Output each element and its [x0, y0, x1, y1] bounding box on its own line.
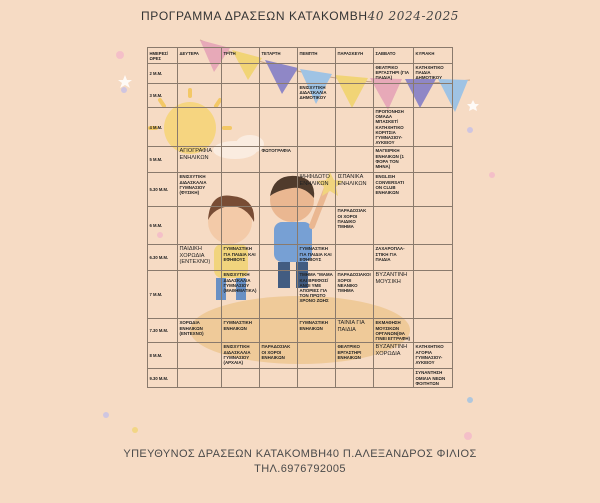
table-row — [148, 271, 453, 319]
activity-cell: ΠΑΙΔΙΚΗ ΧΟΡΩΔΙΑ (ΕΝΤΕΧΝΟ) — [178, 245, 222, 271]
activity-cell — [298, 64, 336, 84]
table-header-cell: ΗΜΕΡΕΣ/ ΩΡΕΣ — [148, 48, 178, 64]
activity-cell: ΠΡΟΠΟΝΗΣΗ ΟΜΑΔΑ ΜΠΑΣΚΕΤ/ ΚΑΤΗΧΗΤΙΚΟ ΚΟΡΙΤΣΙΑ ΓΥΜΝΑΣΙΟΥ-ΛΥΚΕΙΟΥ — [374, 108, 414, 147]
activity-cell — [298, 108, 336, 147]
activity-cell — [178, 369, 222, 388]
time-cell: 5 Μ.Μ. — [148, 147, 178, 173]
time-cell: 7.30 Μ.Μ. — [148, 319, 178, 343]
table-row — [148, 108, 453, 147]
table-row — [148, 84, 453, 108]
table-header-cell: ΠΕΜΠΤΗ — [298, 48, 336, 64]
activity-cell: ΚΑΤΗΧΗΤΙΚΟ ΑΓΟΡΙΑ ΓΥΜΝΑΣΙΟΥ-ΛΥΚΕΙΟΥ — [414, 343, 453, 369]
activity-cell — [414, 207, 453, 245]
table-header-cell: ΤΕΤΑΡΤΗ — [260, 48, 298, 64]
activity-cell: ΣΥΝΑΝΤΗΣΗ ΟΜΙΛΙΑ ΝΕΩΝ ΦΟΙΤΗΤΩΝ — [414, 369, 453, 388]
activity-cell — [298, 343, 336, 369]
activity-cell — [414, 84, 453, 108]
activity-cell: ΕΚΜΑΘΗΣΗ ΜΟΥΣΙΚΩΝ ΟΡΓΑΝΩΝ(ΘΑ ΓΙΝΕΙ ΕΓΓΡΑΦΗ) — [374, 319, 414, 343]
activity-cell: ΤΜΗΜΑ "ΜΑΜΑ ΚΑΙ ΒΡΕΦΟΣ/ΑΝΟΙ ΥΜΕ ΑΠΟΡΙΕΣ ΓΙΑ ΤΟΝ ΠΡΩΤΟ ΧΡΟΝΟ ΖΩΗΣ — [298, 271, 336, 319]
activity-cell — [178, 108, 222, 147]
table-row — [148, 343, 453, 369]
time-cell: 3 Μ.Μ. — [148, 84, 178, 108]
activity-cell — [178, 207, 222, 245]
activity-cell: ΓΥΜΝΑΣΤΙΚΗ ΓΙΑ ΠΑΙΔΙΑ ΚΑΙ ΕΦΗΒΟΥΣ — [298, 245, 336, 271]
activity-cell — [414, 245, 453, 271]
activity-cell — [298, 147, 336, 173]
activity-cell: ΘΕΑΤΡΙΚΟ ΕΡΓΑΣΤΗΡΙ (ΓΙΑ ΠΑΙΔΙΑ) — [374, 64, 414, 84]
table-row — [148, 207, 453, 245]
activity-cell — [336, 84, 374, 108]
table-row — [148, 147, 453, 173]
table-header-cell: ΣΑΒΒΑΤΟ — [374, 48, 414, 64]
activity-cell: ΒΥΖΑΝΤΙΝΗ ΧΟΡΩΔΙΑ — [374, 343, 414, 369]
activity-cell — [222, 207, 260, 245]
activity-cell: ΕΝΙΣΧΥΤΙΚΗ ΔΙΔΑΣΚΑΛΙΑ ΓΥΜΝΑΣΙΟΥ (ΦΥΣΙΚΗ) — [178, 173, 222, 207]
table-header-row — [148, 48, 453, 64]
title-text: ΠΡΟΓΡΑΜΜΑ ΔΡΑΣΕΩΝ ΚΑΤΑΚΟΜΒΗ — [140, 9, 368, 23]
activity-cell: ΠΑΡΑΔΟΣΙΑΚ ΟΙ ΧΟΡΟΙ ΕΝΗΛΙΚΩΝ — [260, 343, 298, 369]
activity-cell — [178, 271, 222, 319]
time-cell: 9.30 Μ.Μ. — [148, 369, 178, 388]
time-cell: 6 Μ.Μ. — [148, 207, 178, 245]
activity-cell: ΕΝΙΣΧΥΤΙΚΗ ΔΙΔΑΣΚΑΛΙΑ ΓΥΜΝΑΣΙΟΥ (ΑΡΧΑΙΑ) — [222, 343, 260, 369]
activity-cell: ΜΑΓΕΙΡΙΚΗ ΕΝΗΛΙΚΩΝ (1 ΦΟΡΑ ΤΟΝ ΜΗΝΑ) — [374, 147, 414, 173]
time-cell: 6.30 Μ.Μ. — [148, 245, 178, 271]
activity-cell — [222, 173, 260, 207]
footer-phone: ΤΗΛ.6976792005 — [254, 463, 346, 475]
activity-cell — [222, 147, 260, 173]
activity-cell — [222, 64, 260, 84]
table-header-cell: ΔΕΥΤΕΡΑ — [178, 48, 222, 64]
activity-cell — [336, 64, 374, 84]
activity-cell — [260, 271, 298, 319]
table-row — [148, 319, 453, 343]
activity-cell — [260, 84, 298, 108]
activity-cell — [178, 84, 222, 108]
activity-cell — [374, 369, 414, 388]
schedule-table — [147, 47, 453, 388]
activity-cell — [414, 319, 453, 343]
activity-cell — [336, 147, 374, 173]
activity-cell — [260, 173, 298, 207]
activity-cell — [260, 64, 298, 84]
activity-cell: ΖΑΧΑΡΟΠΛΑ-ΣΤΙΚΗ ΓΙΑ ΠΑΙΔΙΑ — [374, 245, 414, 271]
activity-cell — [374, 84, 414, 108]
activity-cell — [178, 343, 222, 369]
activity-cell — [260, 207, 298, 245]
time-cell: 8 Μ.Μ. — [148, 343, 178, 369]
table-row — [148, 173, 453, 207]
activity-cell: ΠΑΡΑΔΟΣΙΑΚ ΟΙ ΧΟΡΟΙ ΠΑΙΔΙΚΟ ΤΜΗΜΑ — [336, 207, 374, 245]
activity-cell: ΚΑΤΗΧΗΤΙΚΟ ΠΑΙΔΙΑ ΔΗΜΟΤΙΚΟΥ — [414, 64, 453, 84]
table-row — [148, 64, 453, 84]
activity-cell: ΓΥΜΝΑΣΤΙΚΗ ΕΝΗΛΙΚΩΝ — [298, 319, 336, 343]
activity-cell — [260, 369, 298, 388]
activity-cell: ΒΥΖΑΝΤΙΝΗ ΜΟΥΣΙΚΗ — [374, 271, 414, 319]
activity-cell — [298, 207, 336, 245]
page-title — [0, 9, 600, 23]
activity-cell — [222, 369, 260, 388]
activity-cell — [414, 271, 453, 319]
activity-cell: ΦΩΤΟΓΡΑΦΙΑ — [260, 147, 298, 173]
activity-cell: ΨΗΦΙΔΩΤΟ ΕΝΗΛΙΚΩΝ — [298, 173, 336, 207]
activity-cell: ΙΣΠΑΝΙΚΑ ΕΝΗΛΙΚΩΝ — [336, 173, 374, 207]
activity-cell: ΘΕΑΤΡΙΚΟ ΕΡΓΑΣΤΗΡΙ ΕΝΗΛΙΚΩΝ — [336, 343, 374, 369]
activity-cell: ΧΟΡΩΔΙΑ ΕΝΗΛΙΚΩΝ (ΕΝΤΕΧΝΟ) — [178, 319, 222, 343]
activity-cell — [222, 84, 260, 108]
activity-cell — [336, 369, 374, 388]
activity-cell — [260, 319, 298, 343]
activity-cell — [178, 64, 222, 84]
title-year: 40 2024-2025 — [367, 9, 460, 23]
activity-cell: ΤΑΙΝΙΑ ΓΙΑ ΠΑΙΔΙΑ — [336, 319, 374, 343]
activity-cell — [260, 108, 298, 147]
time-cell: 2 Μ.Μ. — [148, 64, 178, 84]
activity-cell: ΓΥΜΝΑΣΤΙΚΗ ΕΝΗΛΙΚΩΝ — [222, 319, 260, 343]
table-row — [148, 369, 453, 388]
table-row — [148, 245, 453, 271]
activity-cell — [298, 369, 336, 388]
table-header-cell: ΠΑΡΑΣΚΕΥΗ — [336, 48, 374, 64]
activity-cell — [260, 245, 298, 271]
time-cell: 4 Μ.Μ. — [148, 108, 178, 147]
activity-cell — [414, 108, 453, 147]
activity-cell: ΕΝΙΣΧΥΤΙΚΗ ΔΙΔΑΣΚΑΛΙΑ ΓΥΜΝΑΣΙΟΥ (ΜΑΘΗΜΑΤΙΚΑ) — [222, 271, 260, 319]
footer-responsible: ΥΠΕΥΘΥΝΟΣ ΔΡΑΣΕΩΝ ΚΑΤΑΚΟΜΒΗ40 Π.ΑΛΕΞΑΝΔΡΟΣ ΦΙΛΙΟΣ — [123, 448, 477, 460]
activity-cell: ΑΓΙΟΓΡΑΦΙΑ ΕΝΗΛΙΚΩΝ — [178, 147, 222, 173]
table-header-cell: ΤΡΙΤΗ — [222, 48, 260, 64]
activity-cell — [336, 108, 374, 147]
activity-cell — [336, 245, 374, 271]
activity-cell: ΕΝΙΣΧΥΤΙΚΗ ΔΙΔΑΣΚΑΛΙΑ ΔΗΜΟΤΙΚΟΥ — [298, 84, 336, 108]
time-cell: 7 Μ.Μ. — [148, 271, 178, 319]
time-cell: 5.30 Μ.Μ. — [148, 173, 178, 207]
activity-cell — [222, 108, 260, 147]
activity-cell — [414, 147, 453, 173]
activity-cell — [414, 173, 453, 207]
table-header-cell: ΚΥΡΙΑΚΗ — [414, 48, 453, 64]
activity-cell: ΠΑΡΑΔΟΣΙΑΚΟΙ ΧΟΡΟΙ ΝΕΑΝΙΚΟ ΤΜΗΜΑ — [336, 271, 374, 319]
activity-cell — [374, 207, 414, 245]
activity-cell: ΓΥΜΝΑΣΤΙΚΗ ΓΙΑ ΠΑΙΔΙΑ ΚΑΙ ΕΦΗΒΟΥΣ — [222, 245, 260, 271]
activity-cell: ENGLISH CONVERSATI ON CLUB ΕΝΗΛΙΚΩΝ — [374, 173, 414, 207]
